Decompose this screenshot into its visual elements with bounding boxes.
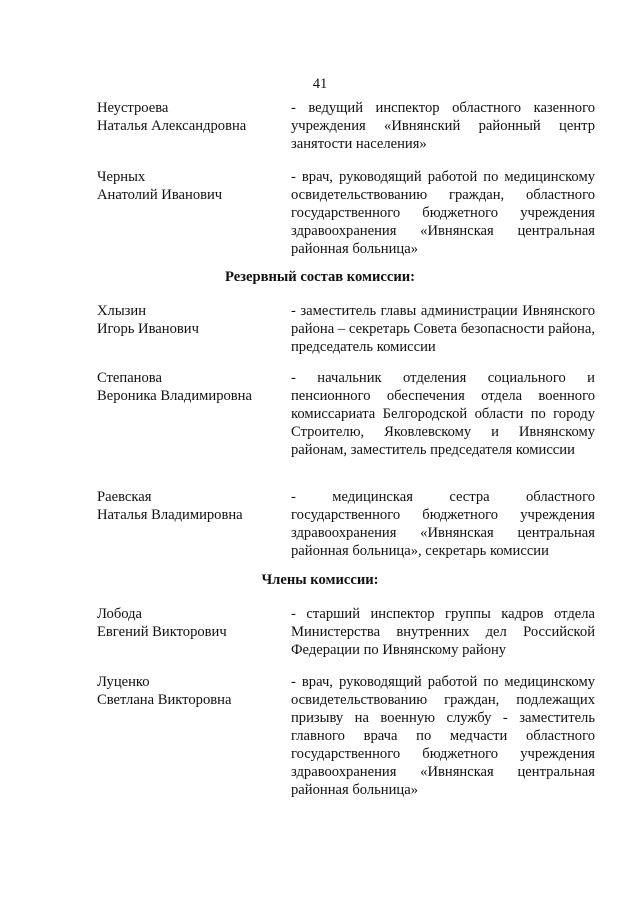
given-name: Игорь Иванович	[97, 321, 199, 337]
surname: Черных	[97, 169, 146, 185]
position-text: - ведущий инспектор областного казенного учреждения «Ивнянский районный центр занятости населения»	[291, 100, 595, 152]
position-description	[291, 605, 595, 659]
person-name	[97, 302, 282, 338]
given-name: Наталья Александровна	[97, 118, 247, 134]
position-description	[291, 369, 595, 459]
person-name	[97, 673, 282, 709]
given-name: Наталья Владимировна	[97, 507, 243, 523]
surname: Степанова	[97, 370, 162, 386]
reserve-heading: Резервный состав комиссии:	[224, 269, 416, 285]
position-description	[291, 673, 595, 799]
given-name: Вероника Владимировна	[97, 388, 252, 404]
position-text: - старший инспектор группы кадров отдела Министерства внутренних дел Российской Федерации по Ивнянскому району	[291, 606, 595, 658]
position-text: - начальник отделения социального и пенсионного обеспечения отдела военного комиссариата Белгородской области по городу Строителю, Яковлевскому и Ивнянскому районам, заместитель председателя комиссии	[291, 370, 595, 458]
position-description	[291, 488, 595, 560]
given-name: Светлана Викторовна	[97, 692, 232, 708]
person-name	[97, 168, 282, 204]
person-name	[97, 488, 282, 524]
position-description	[291, 99, 595, 153]
surname: Раевская	[97, 489, 152, 505]
surname: Хлызин	[97, 303, 147, 319]
position-text: - врач, руководящий работой по медицинскому освидетельствованию граждан, подлежащих призыву на военную службу - заместитель главного врача по медчасти областного государственного бюджетного учреждения здравоохранения «Ивнянская центральная районная больница»	[291, 674, 595, 798]
position-description	[291, 168, 595, 258]
person-name	[97, 99, 282, 135]
surname: Лобода	[97, 606, 143, 622]
person-name	[97, 369, 282, 405]
person-name	[97, 605, 282, 641]
given-name: Евгений Викторович	[97, 624, 227, 640]
given-name: Анатолий Иванович	[97, 187, 223, 203]
position-text: - заместитель главы администрации Ивнянского района – секретарь Совета безопасности района, председатель комиссии	[291, 303, 595, 355]
position-text: - медицинская сестра областного государственного бюджетного учреждения здравоохранения «Ивнянская центральная районная больница», секретарь комиссии	[291, 489, 595, 559]
position-text: - врач, руководящий работой по медицинскому освидетельствованию граждан, областного государственного бюджетного учреждения здравоохранения «Ивнянская центральная районная больница»	[291, 169, 595, 257]
surname: Луценко	[97, 674, 150, 690]
position-description	[291, 302, 595, 356]
page-number: 41	[312, 76, 328, 92]
members-heading: Члены комиссии:	[261, 572, 379, 588]
surname: Неустроева	[97, 100, 169, 116]
